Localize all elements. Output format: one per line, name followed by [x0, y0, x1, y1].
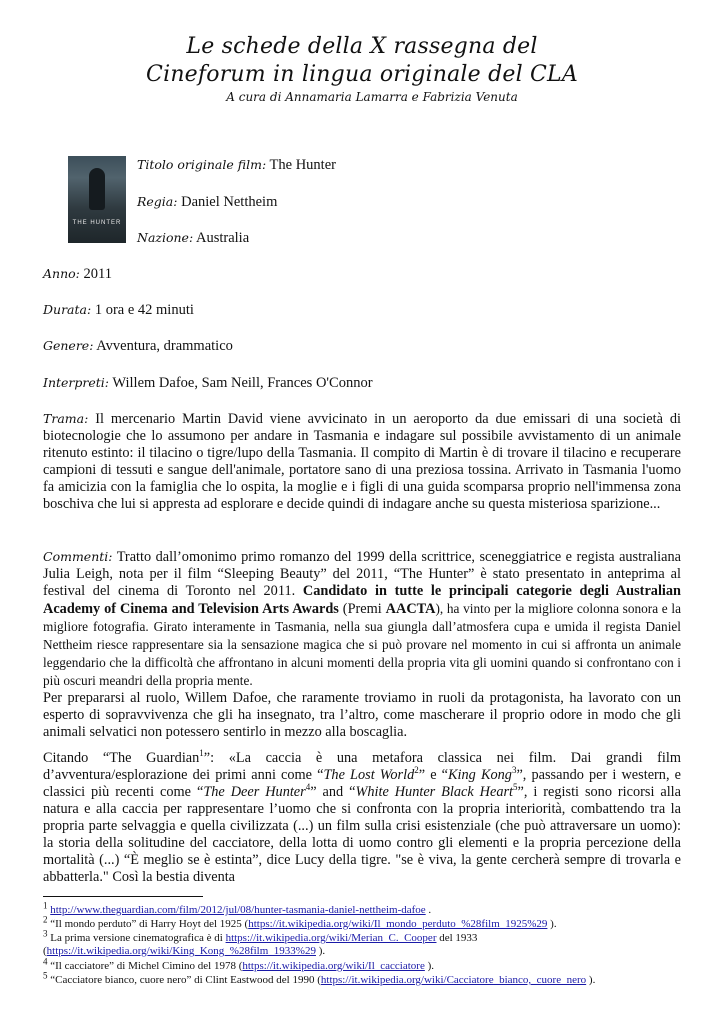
field-regia-value: Daniel Nettheim	[181, 194, 278, 210]
footnote-ref-1[interactable]: 1	[199, 748, 204, 759]
citando-text-b: ”: «La caccia è una metafora classica nei film. Dai grandi film d’avventura/esplorazione dei primi anni come “	[43, 750, 682, 783]
footnote-ref-2[interactable]: 2	[414, 765, 419, 776]
commenti-bold-candidato: Candidato in tutte le principali categorie degli Australian Academy of Cinema and Television Arts Awards	[43, 583, 681, 617]
field-nazione-value: Australia	[196, 230, 250, 246]
movie-poster-image	[68, 156, 126, 243]
poster-title: THE HUNTER	[72, 220, 122, 226]
trama-text: Il mercenario Martin David viene avvicinato in un aeroporto da due emissari di una società di biotecnologie che lo assumono per andare in Tasmania e indagare sul possibile avvistamento di un animale ritenuto estinto: il tilacino o tigre/lupo della Tasmania. Il compito di Martin è di trovare il tilacino e recuperare campioni di tessuti e sangue dell'animale, portatore sano di una preziosa tossina. Arrivato in Tasmania l'uomo fa amicizia con la famiglia che lo ospita, la moglie e i figli di una guida scomparsa proprio nell'immensa zona boschiva che lui si appresta ad esplorare e decide quindi di indagare anche su questa misteriosa sparizione...	[43, 411, 681, 512]
field-durata-label: Durata	[43, 302, 87, 317]
citando-text-d: ”, passando per i western, e classici più recenti come “	[43, 767, 681, 800]
field-anno-value: 2011	[83, 266, 112, 282]
commenti-text-4: Per prepararsi al ruolo, Willem Dafoe, che raramente troviamo in ruoli da protagonista, ha lavorato con un esperto di sopravvivenza che gli ha insegnato, tra l’altro, come mascherare il proprio odore in modo che gli animali selvatici non potessero sentirlo in mezzo alla boscaglia.	[43, 690, 681, 740]
field-genere-label: Genere	[43, 338, 90, 353]
footnote-1	[43, 900, 703, 917]
citando-text-f: ”, i registi sono ricorsi alla natura e alla caccia per rappresentare l’uomo che si confronta con la propria interiorità, combattendo tra la propria parte selvaggia e quella civilizzata (...) un film sulla crisi esistenziale (che può attraversare un uomo): la storia della solitudine del cacciatore, della lotta di uomo contro gli elementi e la propria percezione della mortalità (...) “È meglio se è estinta”, dice Lucy della tigre. "se è viva, la gente cercherà sempre di trovarla e abbatterla." Così la bestia diventa	[43, 784, 682, 885]
field-titolo: Titolo originale film: The Hunter	[137, 157, 336, 173]
footnote-1-number: 1	[43, 900, 48, 911]
header-title-line1: Le schede della X rassegna del	[186, 34, 538, 59]
footnote-2-text: “Il mondo perduto” di Harry Hoyt del 1925 (	[50, 918, 249, 930]
field-regia: Regia: Daniel Nettheim	[137, 194, 278, 210]
field-nazione-label: Nazione	[137, 230, 189, 245]
footnote-4-number: 4	[43, 956, 48, 967]
footnote-5-text: “Cacciatore bianco, cuore nero” di Clint Eastwood del 1990 (	[50, 974, 321, 986]
field-anno: Anno: 2011	[43, 266, 112, 282]
footnote-5-link[interactable]: https://it.wikipedia.org/wiki/Cacciatore_bianco,_cuore_nero	[320, 974, 587, 986]
footnote-ref-5[interactable]: 5	[513, 782, 518, 793]
footnote-5-end: ).	[586, 974, 596, 986]
header-curators: A cura di Annamaria Lamarra e Fabrizia Venuta	[226, 90, 518, 104]
footnote-2-end: ).	[547, 918, 557, 930]
field-interpreti-value: Willem Dafoe, Sam Neill, Frances O'Connor	[112, 375, 373, 391]
footnote-4	[43, 956, 703, 973]
footnote-3-end: ).	[315, 945, 326, 957]
field-titolo-label: Titolo originale film	[137, 157, 262, 172]
citando-king-kong: King Kong	[448, 767, 512, 783]
footnote-3-year: del 1933	[436, 932, 478, 944]
footnote-3-number: 3	[43, 928, 48, 939]
footnote-4-text: “Il cacciatore” di Michel Cimino del 1978 (	[50, 960, 243, 972]
citando-deer-hunter: The Deer Hunter	[203, 784, 306, 800]
footnote-2	[43, 914, 703, 931]
footnote-divider	[43, 896, 203, 897]
footnote-ref-4[interactable]: 4	[305, 782, 311, 793]
field-nazione: Nazione: Australia	[137, 230, 250, 246]
footnote-5-number: 5	[43, 970, 48, 981]
header-title-line2: Cineforum in lingua originale del CLA	[146, 62, 578, 87]
footnote-3	[43, 928, 703, 958]
field-durata-value: 1 ora e 42 minuti	[94, 302, 194, 318]
field-interpreti-label: Interpreti	[43, 375, 105, 390]
commenti-text-1: Tratto dall’omonimo primo romanzo del 1999 della scrittrice, sceneggiatrice e regista australiana Julia Leigh, nota per il film “Sleeping Beauty” del 2011, “The Hunter” è stato presentato in anteprima al festival del cinema di Toronto nel 2011.	[43, 549, 681, 599]
footnote-1-link[interactable]: http://www.theguardian.com/film/2012/jul/08/hunter-tasmania-daniel-nettheim-dafoe	[50, 904, 426, 916]
citando-text-e: ” and “	[310, 784, 356, 800]
field-genere: Genere: Avventura, drammatico	[43, 338, 233, 354]
footnote-3-link-cooper[interactable]: https://it.wikipedia.org/wiki/Merian_C._Cooper	[225, 932, 437, 944]
footnote-3-paren: (	[43, 945, 47, 957]
commenti-text-2: (Premi	[338, 601, 386, 617]
citando-text-a: Citando “The Guardian	[43, 750, 200, 766]
field-durata: Durata: 1 ora e 42 minuti	[43, 302, 194, 318]
footnote-4-end: ).	[424, 960, 435, 972]
footnote-1-end: .	[425, 904, 432, 916]
poster-figure-silhouette	[89, 168, 105, 210]
field-anno-label: Anno	[43, 266, 76, 281]
trama-label: Trama	[43, 411, 85, 426]
footnote-ref-3[interactable]: 3	[511, 765, 517, 776]
footnote-4-link[interactable]: https://it.wikipedia.org/wiki/Il_cacciatore	[242, 960, 425, 972]
citando-text-c: ” e “	[418, 767, 449, 783]
footnote-3-link-kingkong[interactable]: https://it.wikipedia.org/wiki/King_Kong_%28film_1933%29	[46, 945, 316, 957]
footnote-5	[43, 970, 703, 987]
citando-paragraph	[43, 750, 681, 886]
citando-white-hunter: White Hunter Black Heart	[355, 784, 514, 800]
field-regia-label: Regia	[137, 194, 174, 209]
citando-lost-world: The Lost World	[323, 767, 415, 783]
commenti-text-3: ), ha vinto per la migliore colonna sonora e la migliore fotografia. Girato interamente in Tasmania, nella sua giungla dall’atmosfera cupa e umida il regista Daniel Nettheim riesce rappresentare sia la sensazione magica che si può provare nel momento in cui si affronta un animale leggendario che la difficoltà che affrontano in alcuni momenti della propria vita gli uomini quando si confrontano con i più oscuri meandri della propria mente.	[43, 601, 681, 688]
commenti-bold-aacta: AACTA	[385, 601, 436, 617]
footnote-3-text: La prima versione cinematografica è di	[50, 932, 226, 944]
field-interpreti: Interpreti: Willem Dafoe, Sam Neill, Frances O'Connor	[43, 375, 373, 391]
field-genere-value: Avventura, drammatico	[96, 338, 233, 354]
commenti-label: Commenti	[43, 549, 109, 564]
commenti-paragraph: Commenti: Tratto dall’omonimo primo romanzo del 1999 della scrittrice, sceneggiatrice e regista australiana Julia Leigh, nota per il film “Sleeping Beauty” del 2011, “The Hunter” è stato presentato in anteprima al festival del cinema di Toronto nel 2011. Candidato in tutte le principali categorie degli Australian Academy of Cinema and Television Arts Awards (Premi AACTA), ha vinto per la migliore colonna sonora e la migliore fotografia. Girato interamente in Tasmania, nella sua giungla dall’atmosfera cupa e umida il regista Daniel Nettheim riesce rappresentare sia la sensazione magica che si può provare nel momento in cui si affronta un animale leggendario che la difficoltà che affrontano in alcuni momenti della propria vita gli uomini quando si confrontano con i più oscuri meandri della propria mente. Per prepararsi al ruolo, Willem Dafoe, che raramente troviamo in ruoli da protagonista, ha lavorato con un esperto di sopravvivenza che gli ha insegnato, tra l’altro, come mascherare il proprio odore in modo che gli animali selvatici non potessero sentirlo in mezzo alla boscaglia.	[43, 549, 681, 740]
field-titolo-value: The Hunter	[269, 157, 336, 173]
footnote-2-link[interactable]: https://it.wikipedia.org/wiki/Il_mondo_perduto_%28film_1925%29	[248, 918, 548, 930]
footnote-2-number: 2	[43, 914, 48, 925]
trama-paragraph: Trama: Il mercenario Martin David viene avvicinato in un aeroporto da due emissari di una società di biotecnologie che lo assumono per andare in Tasmania e indagare sul possibile avvistamento di un animale ritenuto estinto: il tilacino o tigre/lupo della Tasmania. Il compito di Martin è di trovare il tilacino e recuperare campioni di tessuti e sangue dell'animale, portatore sano di una preziosa tossina. Arrivato in Tasmania l'uomo fa amicizia con la famiglia che lo ospita, la moglie e i figli di una guida scomparsa proprio nell'immensa zona boschiva che lui si appresta ad esplorare e decide quindi di indagare anche su questa misteriosa sparizione...	[43, 411, 681, 512]
